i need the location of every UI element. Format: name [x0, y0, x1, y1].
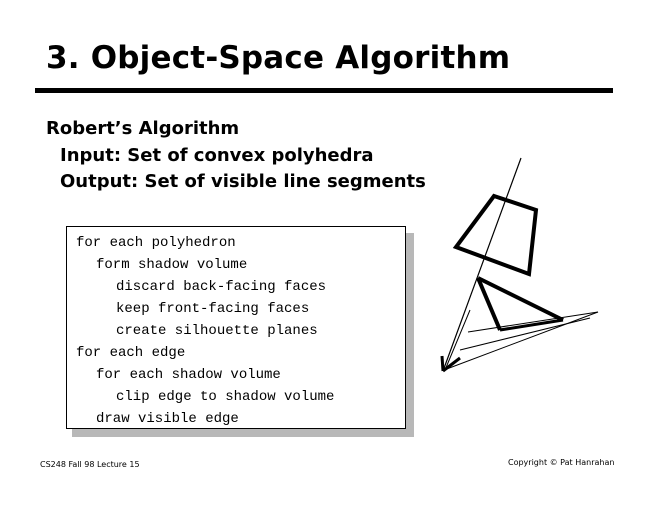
- vertex-marker: [442, 356, 443, 371]
- code-line: draw visible edge: [96, 411, 239, 427]
- section-heading: Robert’s Algorithm: [46, 118, 240, 139]
- code-line: clip edge to shadow volume: [116, 389, 335, 405]
- code-line: create silhouette planes: [116, 323, 318, 339]
- code-line: form shadow volume: [96, 257, 248, 273]
- polyhedron-edge: [478, 278, 563, 320]
- code-line: for each edge: [76, 345, 186, 361]
- output-description: Output: Set of visible line segments: [60, 171, 426, 192]
- input-description: Input: Set of convex polyhedra: [60, 145, 374, 166]
- shadow-volume-diagram: [430, 150, 630, 380]
- slide-title: 3. Object-Space Algorithm: [46, 40, 511, 76]
- code-line: for each shadow volume: [96, 367, 281, 383]
- footer-copyright: Copyright © Pat Hanrahan: [508, 458, 615, 467]
- code-line: for each polyhedron: [76, 235, 236, 251]
- pseudocode-box: [66, 226, 406, 429]
- title-underline: [35, 88, 613, 93]
- polyhedron-face: [456, 196, 536, 274]
- code-line: discard back-facing faces: [116, 279, 327, 295]
- silhouette-line: [444, 312, 598, 370]
- shadow-plane-line: [443, 158, 521, 371]
- silhouette-line: [468, 312, 598, 332]
- code-line: keep front-facing faces: [116, 301, 310, 317]
- footer-course-info: CS248 Fall 98 Lecture 15: [40, 460, 140, 469]
